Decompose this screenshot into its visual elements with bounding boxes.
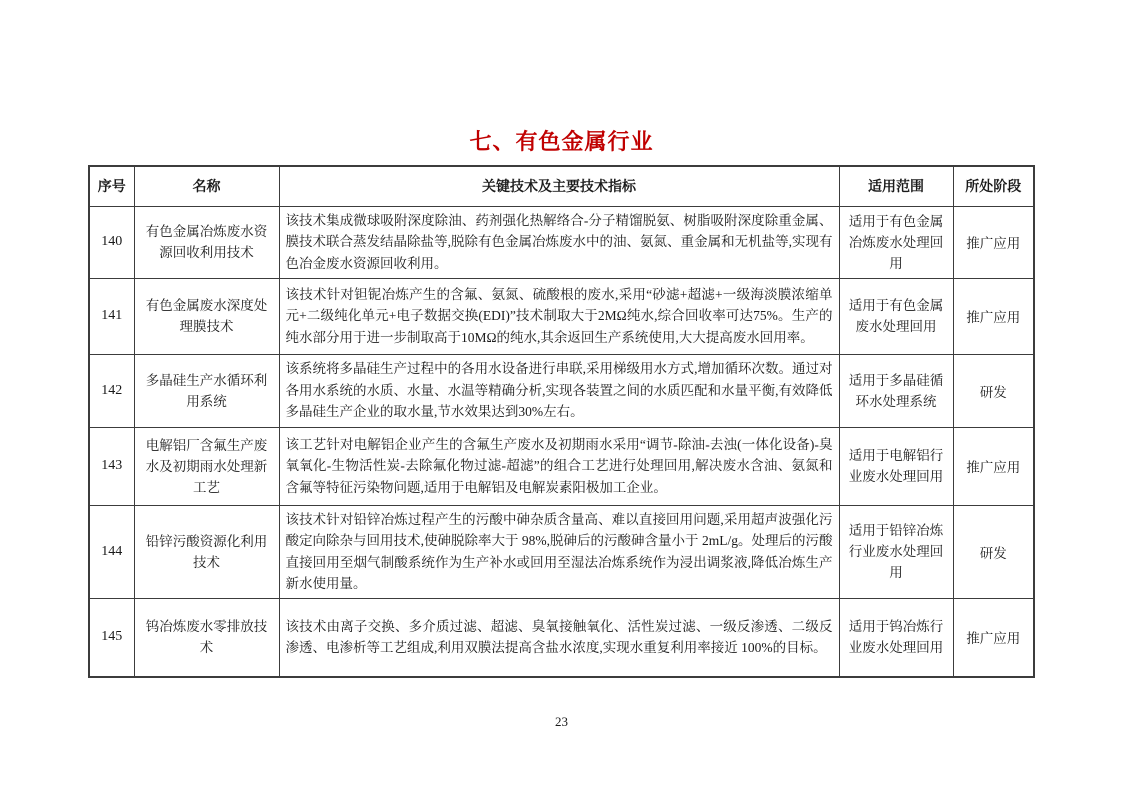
row-serial-number: 145 — [89, 598, 134, 677]
table-row — [89, 206, 1034, 278]
row-stage: 推广应用 — [953, 427, 1034, 505]
row-key-technology: 该系统将多晶硅生产过程中的各用水设备进行串联,采用梯级用水方式,增加循环次数。通过对各用水系统的水质、水量、水温等精确分析,实现各装置之间的水质匹配和水量平衡,有效降低多晶硅生产企业的取水量,节水效果达到30%左右。 — [279, 354, 839, 427]
row-name: 铅锌污酸资源化利用技术 — [134, 505, 279, 598]
table-row — [89, 427, 1034, 505]
row-key-technology: 该技术由离子交换、多介质过滤、超滤、臭氧接触氧化、活性炭过滤、一级反渗透、二级反渗透、电渗析等工艺组成,利用双膜法提高含盐水浓度,实现水重复利用率接近 100%的目标。 — [279, 598, 839, 677]
row-key-technology: 该技术针对铅锌冶炼过程产生的污酸中砷杂质含量高、难以直接回用问题,采用超声波强化污酸定向除杂与回用技术,使砷脱除率大于 98%,脱砷后的污酸砷含量小于 2mL/g。处理后的污酸直接回用至烟气制酸系统作为生产补水或回用至湿法冶炼系统作为浸出调浆液,降低冶炼生产新水使用量。 — [279, 505, 839, 598]
row-serial-number: 143 — [89, 427, 134, 505]
row-name: 钨冶炼废水零排放技术 — [134, 598, 279, 677]
header-applicable-scope: 适用范围 — [839, 166, 953, 206]
table-header-row — [89, 166, 1034, 206]
row-stage: 推广应用 — [953, 278, 1034, 354]
header-key-technology: 关键技术及主要技术指标 — [279, 166, 839, 206]
row-applicable-scope: 适用于多晶硅循环水处理系统 — [839, 354, 953, 427]
row-key-technology: 该工艺针对电解铝企业产生的含氟生产废水及初期雨水采用“调节-除油-去浊(一体化设备)-臭氧氧化-生物活性炭-去除氟化物过滤-超滤”的组合工艺进行处理回用,解决废水含油、氨氮和含氟等特征污染物问题,适用于电解铝及电解炭素阳极加工企业。 — [279, 427, 839, 505]
row-serial-number: 142 — [89, 354, 134, 427]
section-title: 七、有色金属行业 — [469, 129, 654, 154]
row-applicable-scope: 适用于电解铝行业废水处理回用 — [839, 427, 953, 505]
row-name: 有色金属冶炼废水资源回收利用技术 — [134, 206, 279, 278]
table-row — [89, 598, 1034, 677]
page-number: 23 — [555, 714, 568, 729]
row-stage: 推广应用 — [953, 598, 1034, 677]
header-stage: 所处阶段 — [953, 166, 1034, 206]
table-row — [89, 505, 1034, 598]
table-row — [89, 354, 1034, 427]
row-applicable-scope: 适用于有色金属冶炼废水处理回用 — [839, 206, 953, 278]
row-applicable-scope: 适用于钨冶炼行业废水处理回用 — [839, 598, 953, 677]
row-key-technology: 该技术集成微球吸附深度除油、药剂强化热解络合-分子精馏脱氨、树脂吸附深度除重金属、膜技术联合蒸发结晶除盐等,脱除有色金属冶炼废水中的油、氨氮、重金属和无机盐等,实现有色冶金废水资源回收利用。 — [279, 206, 839, 278]
row-stage: 研发 — [953, 354, 1034, 427]
row-stage: 推广应用 — [953, 206, 1034, 278]
table-row — [89, 278, 1034, 354]
technology-table — [88, 165, 1035, 678]
row-applicable-scope: 适用于铅锌冶炼行业废水处理回用 — [839, 505, 953, 598]
row-key-technology: 该技术针对钽铌冶炼产生的含氟、氨氮、硫酸根的废水,采用“砂滤+超滤+一级海淡膜浓缩单元+二级纯化单元+电子数据交换(EDI)”技术制取大于2MΩ纯水,综合回收率可达75%。生产的纯水部分用于进一步制取高于10MΩ的纯水,其余返回生产系统使用,大大提高废水回用率。 — [279, 278, 839, 354]
header-name: 名称 — [134, 166, 279, 206]
row-applicable-scope: 适用于有色金属废水处理回用 — [839, 278, 953, 354]
row-serial-number: 144 — [89, 505, 134, 598]
header-serial-number: 序号 — [89, 166, 134, 206]
row-name: 有色金属废水深度处理膜技术 — [134, 278, 279, 354]
row-name: 多晶硅生产水循环利用系统 — [134, 354, 279, 427]
row-name: 电解铝厂含氟生产废水及初期雨水处理新工艺 — [134, 427, 279, 505]
row-serial-number: 141 — [89, 278, 134, 354]
row-stage: 研发 — [953, 505, 1034, 598]
row-serial-number: 140 — [89, 206, 134, 278]
